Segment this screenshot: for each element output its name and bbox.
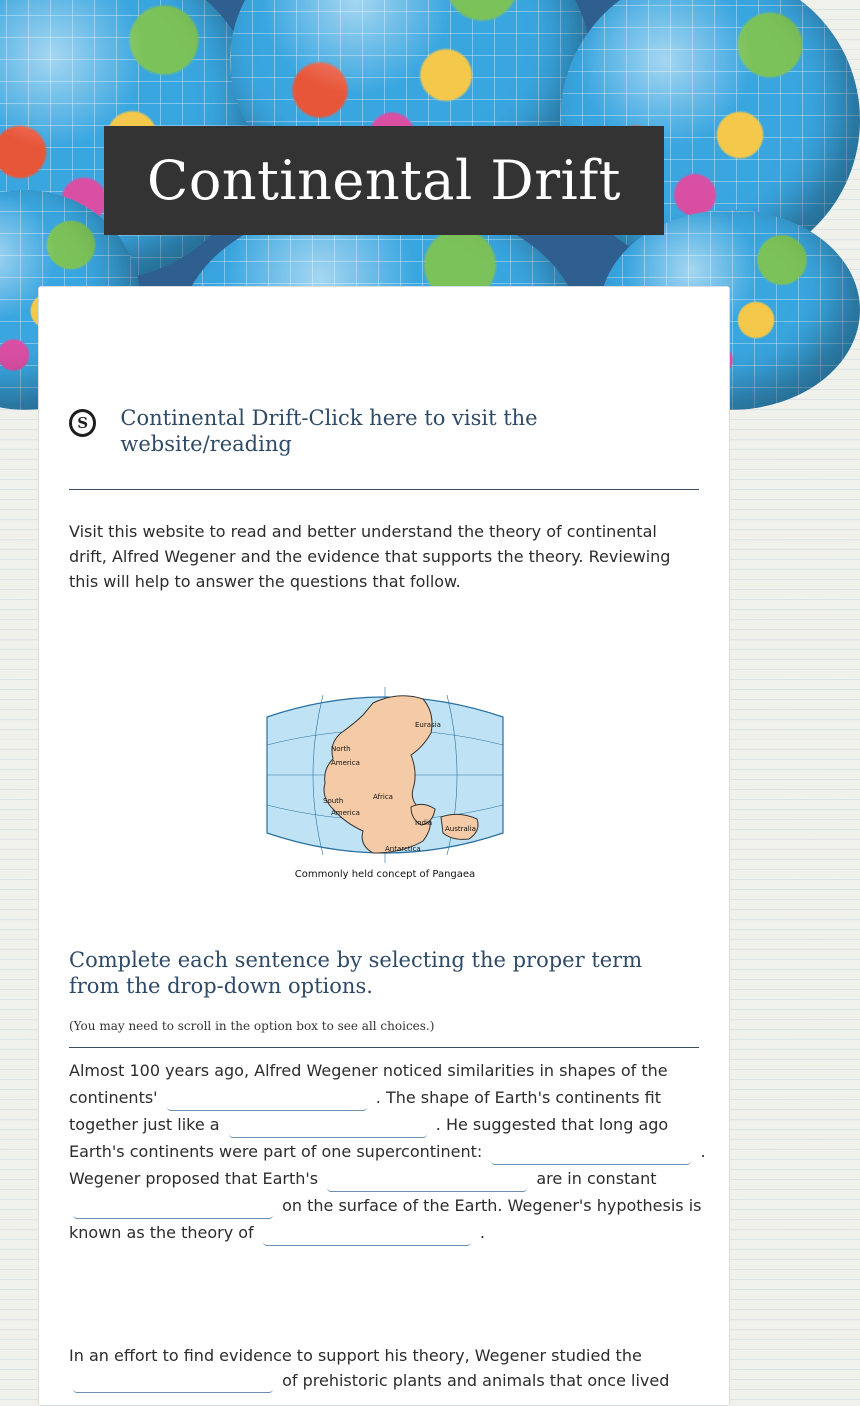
divider [69,1047,699,1048]
pangaea-map [263,685,507,865]
next-paragraph [69,1343,699,1393]
page-title: Continental Drift [147,149,621,212]
fill-in-paragraph [69,1057,709,1246]
dropdown-blank-4[interactable] [327,1170,527,1192]
intro-text: Visit this website to read and better understand the theory of continental drift, Alfred Wegener and the evidence that supports the theory. Reviewing this will help to answer the questions that follow. [69,522,671,591]
sentence-part: . The shape of Earth's continents fit together just like a [69,1088,661,1134]
dropdown-blank-1[interactable] [167,1089,367,1111]
figure-caption: Commonly held concept of Pangaea [294,869,476,880]
dropdown-blank-5[interactable] [73,1197,273,1219]
link-circle-icon[interactable]: S [69,409,96,437]
dropdown-blank-3[interactable] [491,1143,691,1165]
sentence-part: Almost 100 years ago, Alfred Wegener noticed similarities in shapes of the continents' [69,1061,668,1107]
sentence-part: . [479,1223,485,1242]
website-link[interactable]: Continental Drift-Click here to visit the website/reading [120,406,538,456]
dropdown-blank-6[interactable] [263,1224,471,1246]
sentence-part: . He suggested that long ago Earth's continents were part of one supercontinent: [69,1115,669,1161]
sentence-part: on the surface of the Earth. Wegener's hypothesis is known as the theory of [69,1196,702,1242]
divider [69,489,699,490]
label-south: South [323,797,344,805]
label-antarctica: Antarctica [385,845,421,853]
next-text: In an effort to find evidence to support his theory, Wegener studied the [69,1346,642,1365]
section-note: (You may need to scroll in the option box to see all choices.) [69,1019,435,1033]
dropdown-blank-2[interactable] [229,1116,427,1138]
dropdown-blank-7[interactable] [73,1371,273,1393]
pangaea-figure [263,685,507,887]
label-america-south: America [331,809,360,817]
label-india: India [415,819,433,827]
label-eurasia: Eurasia [415,721,441,729]
label-north: North [331,745,351,753]
label-america-north: America [331,759,360,767]
website-link-row[interactable] [69,405,699,457]
sentence-part: are in constant [536,1169,657,1188]
section-title: Complete each sentence by selecting the proper term from the drop-down options. [69,948,643,998]
sentence-part: . Wegener proposed that Earth's [69,1142,706,1188]
next-text-2: of prehistoric plants and animals that once lived [282,1371,670,1390]
label-australia: Australia [445,825,476,833]
title-box [104,126,664,235]
label-africa: Africa [373,793,393,801]
worksheet-card [38,286,730,1406]
